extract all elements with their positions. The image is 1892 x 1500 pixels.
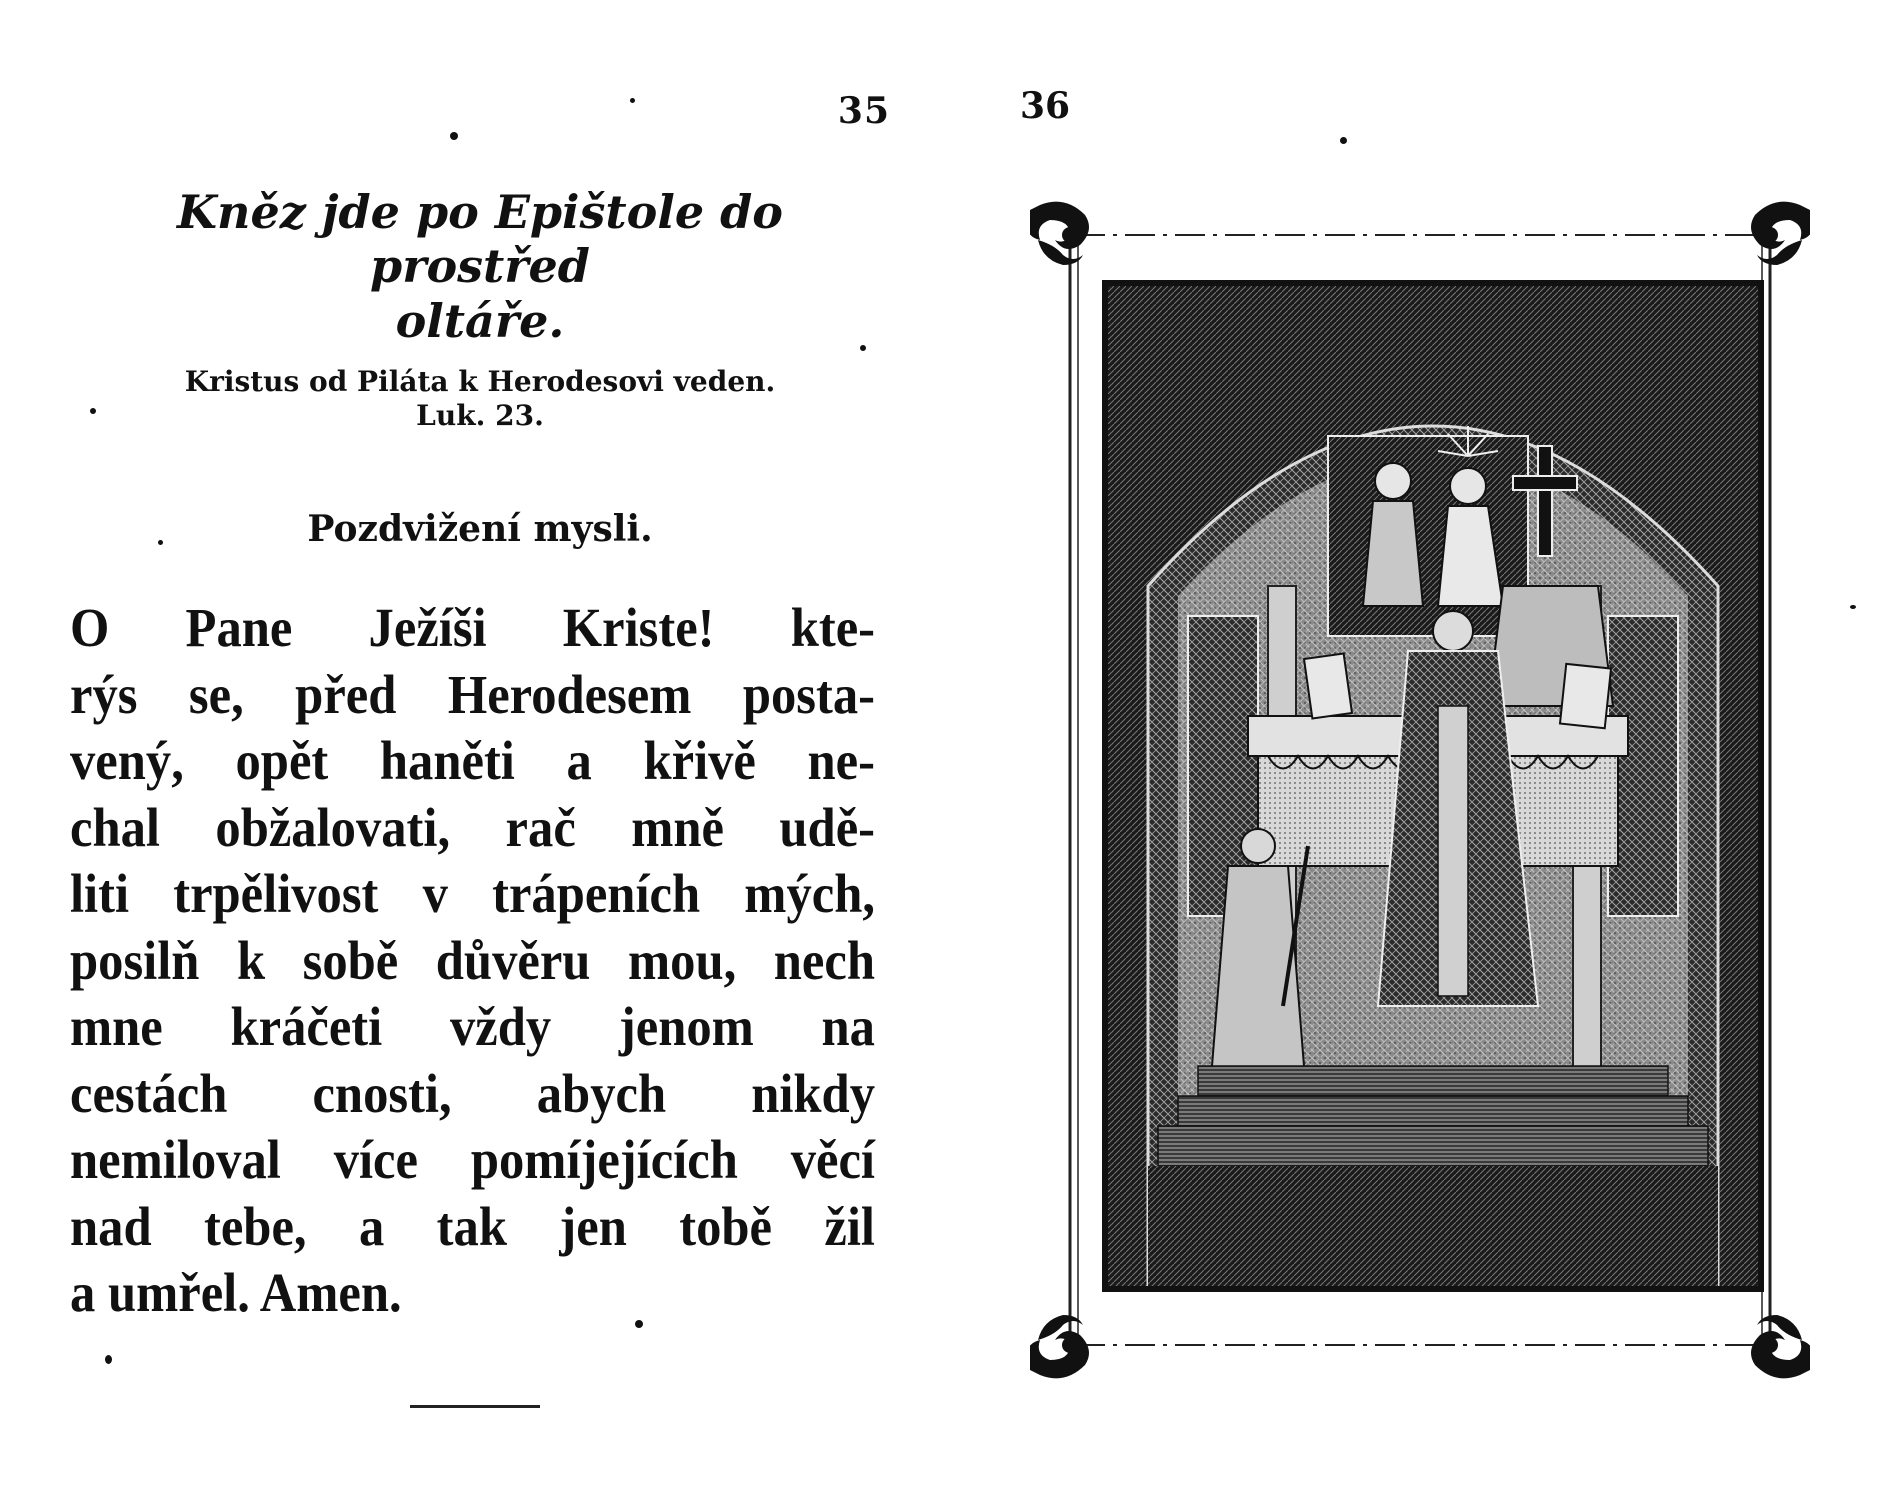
corner-ornament <box>1030 202 1089 265</box>
prayer-line: liti trpělivost v trápeních mých, <box>70 863 875 924</box>
engraving-illustration <box>1102 280 1764 1292</box>
left-page <box>70 90 890 1430</box>
print-speck <box>105 1355 112 1364</box>
page-number-right: 36 <box>1020 85 1071 127</box>
rubric-line-1: Kněz jde po Epištole do prostřed <box>177 185 783 294</box>
print-speck <box>450 132 458 140</box>
rubric <box>70 185 890 348</box>
prayer-line: rýs se, před Herodesem posta- <box>70 663 875 725</box>
prayer-line: nad tebe, a tak jen tobě žil <box>70 1195 875 1257</box>
subject-line-2: Luk. 23. <box>416 399 544 433</box>
prayer-text <box>70 595 875 1327</box>
print-speck <box>1850 605 1856 609</box>
prayer-line: cestách cnosti, abych nikdy <box>70 1062 875 1124</box>
print-speck <box>635 1320 643 1328</box>
print-speck <box>1340 137 1347 144</box>
subject-reference <box>70 365 890 433</box>
prayer-line: vený, opět haněti a křivě ne- <box>70 730 875 791</box>
print-speck <box>158 540 163 545</box>
prayer-line: nemiloval více pomíjejících věcí <box>70 1129 875 1190</box>
prayer-line: O Pane Ježíši Kriste! kte- <box>70 597 875 658</box>
corner-ornament <box>1030 1315 1089 1378</box>
prayer-line: chal obžalovati, rač mně udě- <box>70 796 875 858</box>
page-number-left: 35 <box>837 90 890 132</box>
rubric-line-2: oltáře. <box>395 293 565 348</box>
print-speck <box>630 98 635 103</box>
corner-ornament <box>1751 202 1810 265</box>
prayer-line: a umřel. Amen. <box>70 1262 402 1323</box>
print-speck <box>90 408 96 414</box>
print-speck <box>860 345 866 351</box>
right-page <box>1010 85 1840 1405</box>
subject-line-1: Kristus od Piláta k Herodesovi veden. <box>184 365 776 398</box>
engraving-artwork <box>1108 286 1758 1286</box>
prayer-line: posilň k sobě důvěru mou, nech <box>70 929 875 991</box>
prayer-line: mne kráčeti vždy jenom na <box>70 996 875 1057</box>
section-heading: Pozdvižení mysli. <box>307 508 653 550</box>
end-rule-divider <box>410 1405 540 1408</box>
corner-ornament <box>1751 1315 1810 1378</box>
